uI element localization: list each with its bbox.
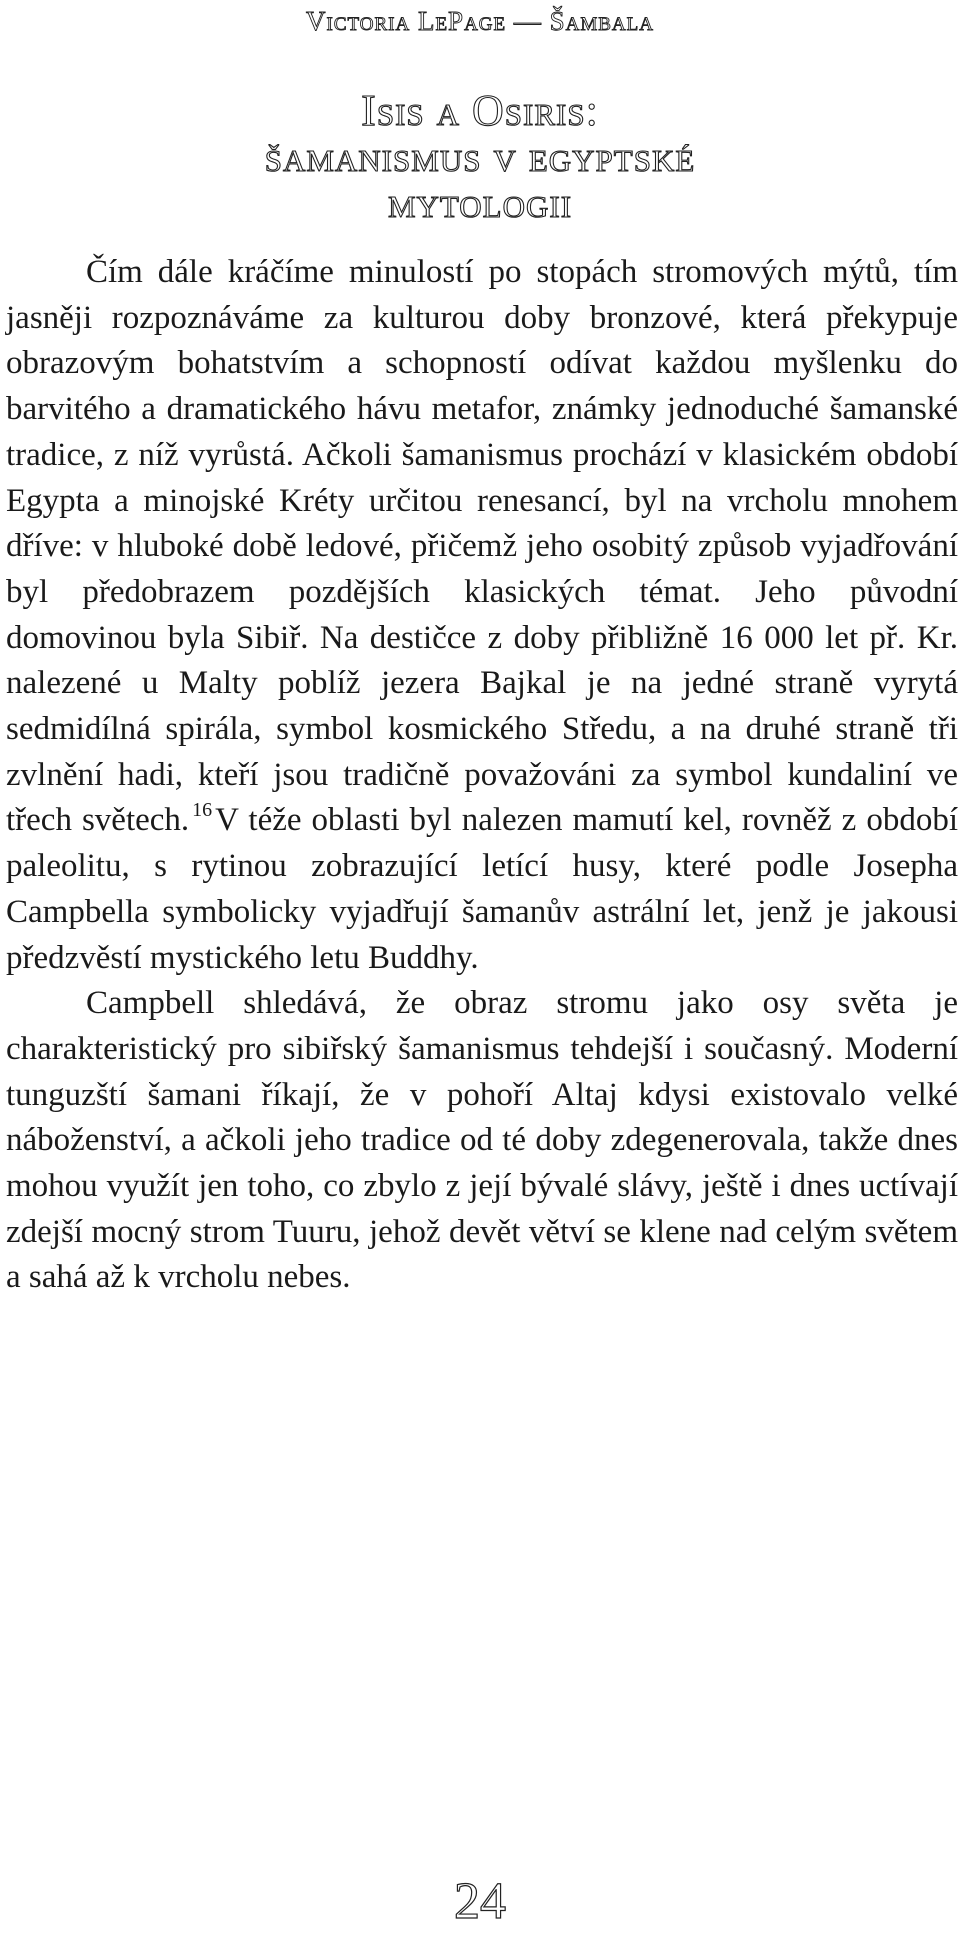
chapter-title-line-2: šamanismus v egyptské xyxy=(264,132,696,181)
page-number: 24 xyxy=(454,1873,506,1930)
chapter-title xyxy=(0,88,960,226)
paragraph-2: Campbell shledává, že obraz stromu jako osy světa je charakteristický pro sibiřský šamanismus tehdejší i současný. Moderní tunguzští šamani říkají, že v pohoří Altaj kdysi existovalo velké náboženství, a ačkoli jeho tradice od té doby zdegenerovala, takže dnes mohou využít jen toho, co zbylo z její bývalé slávy, ještě i dnes uctívají zdejší mocný strom Tuuru, jehož devět větví se klene nad celým světem a sahá až k vrcholu nebes. xyxy=(6,985,958,1296)
chapter-title-line-3: mytologii xyxy=(387,178,573,227)
footnote-reference: 16 xyxy=(192,799,213,822)
paragraph-1-text-a: Čím dále kráčíme minulostí po stopách stromových mýtů, tím jasněji rozpoznáváme za kulturou doby bronzové, která překypuje obrazovým bohatstvím a schopností odívat každou myšlenku do barvitého a dramatického hávu metafor, známky jednoduché šamanské tradice, z níž vyrůstá. Ačkoli šamanismus prochází v klasickém období Egypta a minojské Kréty určitou renesancí, byl na vrcholu mnohem dříve: v hluboké době ledové, přičemž jeho osobitý způsob vyjadřování byl předobrazem pozdějších klasických témat. Jeho původní domovinou byla Sibiř. Na destičce z doby přibližně 16 000 let př. Kr. nalezené u Malty poblíž jezera Bajkal je na jedné straně vyrytá sedmidílná spirála, symbol kosmického Středu, a na druhé straně tři zvlnění hadi, kteří jsou tradičně považováni za symbol kundaliní ve třech světech. xyxy=(6,254,958,839)
paragraph-1 xyxy=(6,250,958,981)
chapter-title-line-1: Isis a Osiris: xyxy=(361,86,599,135)
body-text xyxy=(6,250,958,1301)
running-head: Victoria LePage — Šambala xyxy=(306,6,654,36)
paragraph-1-text-b: V téže oblasti byl nalezen mamutí kel, rovněž z období paleolitu, s rytinou zobrazující letící husy, které podle Josepha Campbella symbolicky vyjadřují šamanův astrální let, jenž je jakousi předzvěstí mystického letu Buddhy. xyxy=(6,802,959,976)
